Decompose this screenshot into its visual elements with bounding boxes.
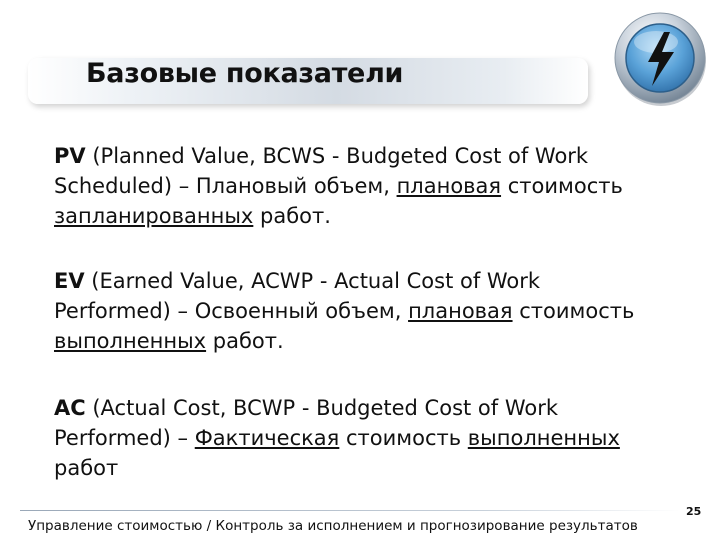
- item-abbreviation: PV: [54, 144, 86, 168]
- underlined-text: запланированных: [54, 204, 254, 228]
- item-ev: [54, 266, 654, 356]
- item-text: Performed) –: [54, 426, 195, 450]
- item-line: [54, 326, 654, 356]
- item-text: стоимость: [501, 174, 623, 198]
- item-text: работ.: [206, 329, 284, 353]
- item-text: Performed) – Освоенный объем,: [54, 299, 409, 323]
- underlined-text: выполненных: [54, 329, 207, 353]
- item-line: [54, 296, 654, 326]
- page-number: 25: [686, 505, 702, 518]
- item-line: [54, 201, 654, 231]
- underlined-text: плановая: [396, 174, 502, 198]
- item-line: [54, 393, 654, 423]
- underlined-text: плановая: [408, 299, 513, 323]
- item-line: [54, 171, 654, 201]
- item-line: [54, 266, 654, 296]
- footer-text: Управление стоимостью / Контроль за исполнением и прогнозирование результатов: [28, 518, 638, 534]
- item-line: [54, 453, 654, 483]
- slide-title: Базовые показатели: [86, 58, 404, 89]
- item-text: (Actual Cost, BCWP - Budgeted Cost of Work: [85, 396, 559, 420]
- item-text: (Planned Value, BCWS - Budgeted Cost of Work: [85, 144, 589, 168]
- underlined-text: Фактическая: [194, 426, 340, 450]
- item-line: [54, 423, 654, 453]
- item-abbreviation: EV: [54, 269, 85, 293]
- item-text: работ.: [253, 204, 331, 228]
- underlined-text: выполненных: [467, 426, 620, 450]
- lightning-bolt-icon: [612, 10, 710, 108]
- item-abbreviation: AC: [54, 396, 86, 420]
- item-text: стоимость: [339, 426, 468, 450]
- item-line: [54, 141, 654, 171]
- item-text: Scheduled) – Плановый объем,: [54, 174, 397, 198]
- item-text: (Earned Value, ACWP - Actual Cost of Work: [84, 269, 541, 293]
- item-text: стоимость: [512, 299, 635, 323]
- footer-divider: [20, 510, 680, 511]
- item-ac: [54, 393, 654, 483]
- item-pv: [54, 141, 654, 231]
- item-text: работ: [54, 456, 119, 480]
